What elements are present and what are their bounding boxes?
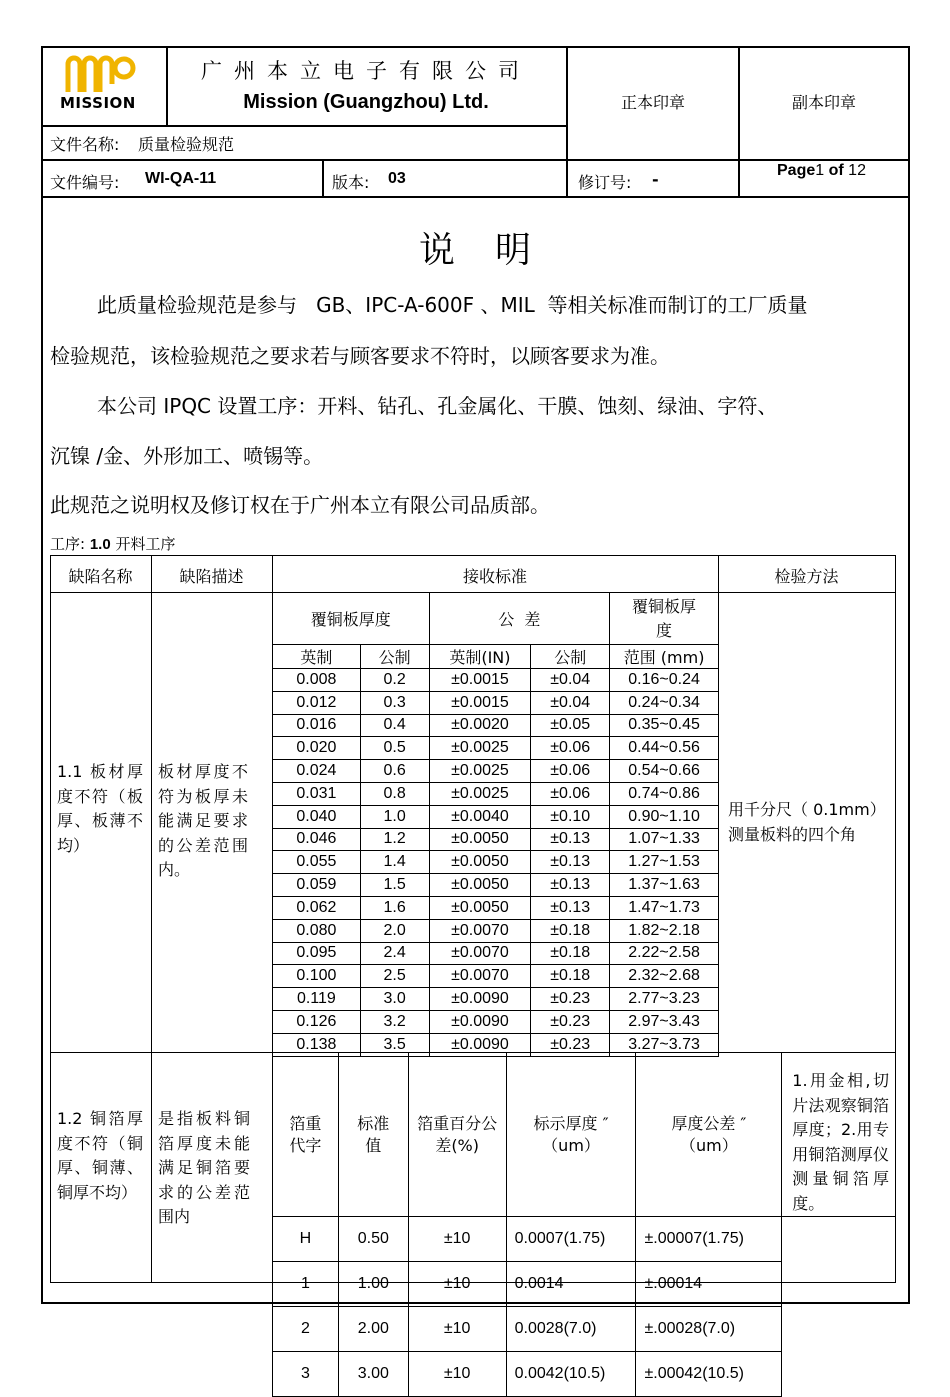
table-cell: ±0.0025 <box>429 760 531 783</box>
method-copper-foil: 1.用金相,切片法观察铜箔厚度；2.用专用铜箔测厚仪测量铜箔厚度。 <box>782 1053 896 1217</box>
table-cell: 3.00 <box>338 1352 408 1397</box>
table-cell: 2.0 <box>360 919 429 942</box>
table-cell: ±0.18 <box>531 919 610 942</box>
table-cell: ±0.13 <box>531 828 610 851</box>
table-cell: ±0.13 <box>531 874 610 897</box>
table-cell: 0.5 <box>360 737 429 760</box>
table-cell: 0.012 <box>273 691 361 714</box>
defect-desc-copper-foil: 是指板料铜箔厚度未能满足铜箔要求的公差范围内 <box>158 1109 250 1226</box>
table-cell: 0.50 <box>338 1217 408 1262</box>
table-cell: ±0.10 <box>531 805 610 828</box>
header-defect-name: 缺陷名称 <box>68 567 133 586</box>
table-row <box>273 714 719 737</box>
table-cell: 1.37~1.63 <box>610 874 719 897</box>
page-title: 说明 <box>418 230 571 271</box>
table-cell: ±0.0050 <box>429 896 531 919</box>
table-cell: ±0.0015 <box>429 669 531 692</box>
table-cell: ±0.0050 <box>429 851 531 874</box>
table-cell: 0.0042(10.5) <box>506 1352 636 1397</box>
table-border <box>50 555 896 556</box>
table-cell: ±0.23 <box>531 1010 610 1033</box>
table-cell: 0.062 <box>273 896 361 919</box>
table-cell: 1.5 <box>360 874 429 897</box>
table-cell: H <box>273 1217 339 1262</box>
table-cell: 0.54~0.66 <box>610 760 719 783</box>
table-cell: ±10 <box>408 1217 506 1262</box>
table-cell: 2.00 <box>338 1307 408 1352</box>
col-range: 覆铜板厚度 <box>610 593 719 645</box>
table-cell: ±.00042(10.5) <box>636 1352 782 1397</box>
table-cell: 3 <box>273 1352 339 1397</box>
table-cell: 2.77~3.23 <box>610 988 719 1011</box>
table-cell: ±0.06 <box>531 760 610 783</box>
table-cell: 0.046 <box>273 828 361 851</box>
table-cell: 0.0007(1.75) <box>506 1217 636 1262</box>
table-cell: ±0.23 <box>531 988 610 1011</box>
table-cell: 2.32~2.68 <box>610 965 719 988</box>
col-board-thickness: 覆铜板厚度 <box>273 593 430 645</box>
table-cell: ±0.0025 <box>429 782 531 805</box>
table-cell: 0.16~0.24 <box>610 669 719 692</box>
table-cell: ±0.0090 <box>429 988 531 1011</box>
table-row <box>273 828 719 851</box>
table-cell: 0.4 <box>360 714 429 737</box>
intro-paragraph-line: 此质量检验规范是参与 GB、IPC-A-600F 、MIL 等相关标准而制订的工厂质量 <box>97 293 808 317</box>
table-cell: ±0.0040 <box>429 805 531 828</box>
table-row <box>273 691 719 714</box>
table-cell: 0.024 <box>273 760 361 783</box>
table-cell: ±0.0070 <box>429 919 531 942</box>
table-cell: ±0.0050 <box>429 828 531 851</box>
table-row <box>273 896 719 919</box>
table-cell: 0.031 <box>273 782 361 805</box>
table-cell: ±10 <box>408 1307 506 1352</box>
version-label: 版本: <box>332 173 370 192</box>
table-row <box>273 737 719 760</box>
table-cell: 0.008 <box>273 669 361 692</box>
table-cell: 1.82~2.18 <box>610 919 719 942</box>
table-row <box>273 942 719 965</box>
table-cell: 3.0 <box>360 988 429 1011</box>
table-cell: 0.3 <box>360 691 429 714</box>
table-cell: 1.4 <box>360 851 429 874</box>
revision-label: 修订号: <box>578 173 632 192</box>
table-cell: 0.8 <box>360 782 429 805</box>
table-cell: 1.47~1.73 <box>610 896 719 919</box>
col-foil-code: 箔重代字 <box>273 1053 339 1217</box>
rights-paragraph: 此规范之说明权及修订权在于广州本立有限公司品质部。 <box>50 493 550 517</box>
table-cell: ±0.06 <box>531 782 610 805</box>
table-cell: ±0.0050 <box>429 874 531 897</box>
defect-desc-board-thickness: 板材厚度不符为板厚未能满足要求的公差范围内。 <box>158 762 248 879</box>
table-cell: 0.100 <box>273 965 361 988</box>
table-cell: 1.07~1.33 <box>610 828 719 851</box>
header-divider <box>738 46 740 198</box>
table-cell: 2.5 <box>360 965 429 988</box>
table-cell: 2.22~2.58 <box>610 942 719 965</box>
header-divider <box>41 125 567 127</box>
sub-range-mm: 范围 (mm) <box>610 645 719 669</box>
table-cell: 2.97~3.43 <box>610 1010 719 1033</box>
table-cell: 1 <box>273 1262 339 1307</box>
table-cell: ±.00007(1.75) <box>636 1217 782 1262</box>
table-cell: 3.2 <box>360 1010 429 1033</box>
company-name-en: Mission (Guangzhou) Ltd. <box>243 91 489 113</box>
header-divider <box>322 159 324 197</box>
table-cell: ±0.0025 <box>429 737 531 760</box>
table-row <box>273 851 719 874</box>
table-border <box>151 555 152 1283</box>
table-cell: ±10 <box>408 1352 506 1397</box>
table-cell: 0.138 <box>273 1033 361 1056</box>
table-cell: 0.35~0.45 <box>610 714 719 737</box>
table-row <box>273 988 719 1011</box>
table-cell: 0.2 <box>360 669 429 692</box>
table-row <box>273 919 719 942</box>
table-row <box>273 782 719 805</box>
doc-no-label: 文件编号: <box>50 173 120 192</box>
table-cell: 0.126 <box>273 1010 361 1033</box>
sub-metric: 公制 <box>360 645 429 669</box>
doc-no: WI-QA-11 <box>145 170 217 187</box>
method-board-thickness: 用千分尺（ 0.1mm）测量板料的四个角 <box>728 800 886 844</box>
table-cell: 1.6 <box>360 896 429 919</box>
header-divider <box>41 196 910 198</box>
table-cell: 0.0028(7.0) <box>506 1307 636 1352</box>
defect-name-board-thickness: 1.1 板材厚度不符（板厚、板薄不均） <box>57 762 143 855</box>
table-cell: ±0.13 <box>531 896 610 919</box>
col-pct-tolerance: 箔重百分公差(%) <box>408 1053 506 1217</box>
sub-imperial-in: 英制(IN) <box>429 645 531 669</box>
table-cell: ±0.0070 <box>429 965 531 988</box>
table-cell: ±0.13 <box>531 851 610 874</box>
table-cell: 0.080 <box>273 919 361 942</box>
company-name-cn: 广州本立电子有限公司 <box>201 59 531 83</box>
copper-foil-table <box>272 1052 896 1397</box>
sub-metric-tol: 公制 <box>531 645 610 669</box>
table-row <box>273 1352 896 1397</box>
ipqc-paragraph-line: 沉镍 /金、外形加工、喷锡等。 <box>50 444 324 468</box>
sub-imperial: 英制 <box>273 645 361 669</box>
table-cell: 1.27~1.53 <box>610 851 719 874</box>
header-accept: 接收标准 <box>462 567 527 586</box>
table-row <box>273 760 719 783</box>
stamp-original-label: 正本印章 <box>620 93 685 112</box>
table-cell: ±10 <box>408 1262 506 1307</box>
table-cell: ±.00028(7.0) <box>636 1307 782 1352</box>
table-row <box>273 874 719 897</box>
table-row <box>273 1010 719 1033</box>
table-cell: 0.119 <box>273 988 361 1011</box>
col-marked-thickness: 标示厚度 ″（um） <box>506 1053 636 1217</box>
logo-text: MISSION <box>60 94 136 112</box>
table-cell: 0.095 <box>273 942 361 965</box>
table-cell: 0.74~0.86 <box>610 782 719 805</box>
table-cell: 0.059 <box>273 874 361 897</box>
table-border <box>50 555 51 1283</box>
table-cell: 2.4 <box>360 942 429 965</box>
table-row <box>273 669 719 692</box>
table-cell: ±0.04 <box>531 669 610 692</box>
table-cell: 3.27~3.73 <box>610 1033 719 1056</box>
process-label: 工序: 1.0 开料工序 <box>50 535 176 553</box>
table-cell: 0.90~1.10 <box>610 805 719 828</box>
table-cell: 0.44~0.56 <box>610 737 719 760</box>
col-tolerance: 公 差 <box>429 593 610 645</box>
header-defect-desc: 缺陷描述 <box>179 567 244 586</box>
table-cell: 0.020 <box>273 737 361 760</box>
table-cell: 1.0 <box>360 805 429 828</box>
table-cell: 0.24~0.34 <box>610 691 719 714</box>
table-cell: 0.6 <box>360 760 429 783</box>
defect-name-copper-foil: 1.2 铜箔厚度不符（铜厚、铜薄、铜厚不均） <box>57 1109 143 1202</box>
intro-paragraph-line: 检验规范，该检验规范之要求若与顾客要求不符时，以顾客要求为准。 <box>50 344 670 368</box>
table-cell: ±0.05 <box>531 714 610 737</box>
table-cell: 0.055 <box>273 851 361 874</box>
page-indicator: Page1 of 12 <box>777 162 866 179</box>
doc-name: 质量检验规范 <box>138 135 235 154</box>
table-cell: ±0.0015 <box>429 691 531 714</box>
table-cell: 1.00 <box>338 1262 408 1307</box>
header-divider <box>566 46 568 198</box>
revision-value: - <box>652 170 659 189</box>
table-cell: ±0.0090 <box>429 1033 531 1056</box>
table-cell: 2 <box>273 1307 339 1352</box>
table-cell: ±.00014 <box>636 1262 782 1307</box>
table-cell: ±0.0020 <box>429 714 531 737</box>
table-cell: 1.2 <box>360 828 429 851</box>
table-cell: 3.5 <box>360 1033 429 1056</box>
table-cell: ±0.23 <box>531 1033 610 1056</box>
table-cell: 0.0014 <box>506 1262 636 1307</box>
stamp-copy-label: 副本印章 <box>791 93 856 112</box>
table-row <box>273 1262 896 1307</box>
table-cell: ±0.06 <box>531 737 610 760</box>
table-cell: 0.040 <box>273 805 361 828</box>
table-row <box>273 805 719 828</box>
table-row <box>273 965 719 988</box>
table-row <box>273 1217 896 1262</box>
doc-name-label: 文件名称: <box>50 135 120 154</box>
table-cell: ±0.18 <box>531 965 610 988</box>
company-logo <box>56 50 146 118</box>
ipqc-paragraph-line: 本公司 IPQC 设置工序：开料、钻孔、孔金属化、干膜、蚀刻、绿油、字符、 <box>97 394 778 418</box>
table-cell: ±0.0070 <box>429 942 531 965</box>
header-divider <box>41 159 910 161</box>
table-cell: 0.016 <box>273 714 361 737</box>
col-thickness-tolerance: 厚度公差 ″（um） <box>636 1053 782 1217</box>
col-std-value: 标准值 <box>338 1053 408 1217</box>
board-thickness-table <box>272 592 719 1057</box>
table-cell: ±0.04 <box>531 691 610 714</box>
table-cell: ±0.18 <box>531 942 610 965</box>
header-method: 检验方法 <box>774 567 839 586</box>
table-cell: ±0.0090 <box>429 1010 531 1033</box>
version-value: 03 <box>388 170 406 187</box>
